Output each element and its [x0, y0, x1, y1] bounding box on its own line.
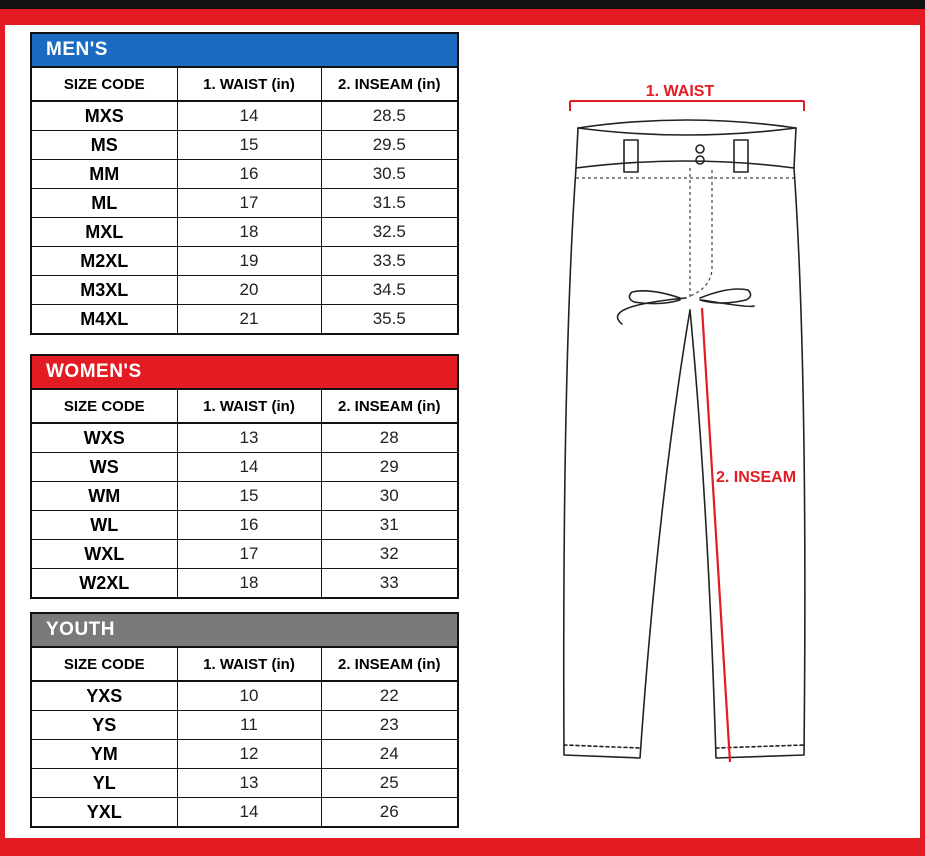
waist-cell: 10: [177, 681, 321, 711]
size-code-cell: MXS: [32, 101, 177, 131]
table-row: [32, 276, 457, 305]
waist-cell: 17: [177, 189, 321, 218]
size-code-cell: WL: [32, 511, 177, 540]
waist-cell: 14: [177, 101, 321, 131]
inseam-cell: 25: [321, 769, 457, 798]
size-code-cell: YS: [32, 711, 177, 740]
table-row: [32, 101, 457, 131]
size-code-cell: M4XL: [32, 305, 177, 334]
table-row: [32, 305, 457, 334]
waist-cell: 16: [177, 160, 321, 189]
waist-cell: 20: [177, 276, 321, 305]
youth-table-title: YOUTH: [32, 614, 457, 648]
column-header: SIZE CODE: [32, 648, 177, 681]
womens-size-table: [30, 354, 459, 599]
table-row: [32, 453, 457, 482]
size-code-cell: YM: [32, 740, 177, 769]
waist-label: 1. WAIST: [645, 83, 715, 100]
waist-cell: 13: [177, 423, 321, 453]
table-row: [32, 423, 457, 453]
table-row: [32, 569, 457, 598]
top-red-bar: [0, 9, 925, 25]
size-code-cell: YXL: [32, 798, 177, 827]
size-code-cell: M3XL: [32, 276, 177, 305]
inseam-cell: 31.5: [321, 189, 457, 218]
inseam-cell: 30.5: [321, 160, 457, 189]
size-code-cell: YL: [32, 769, 177, 798]
column-header: 2. INSEAM (in): [321, 390, 457, 423]
size-code-cell: WXS: [32, 423, 177, 453]
table-row: [32, 711, 457, 740]
inseam-cell: 30: [321, 482, 457, 511]
size-code-cell: MM: [32, 160, 177, 189]
inseam-cell: 26: [321, 798, 457, 827]
waist-cell: 18: [177, 569, 321, 598]
mens-table-title: MEN'S: [32, 34, 457, 68]
waist-cell: 15: [177, 131, 321, 160]
bottom-red-bar: [0, 838, 925, 856]
table-row: [32, 798, 457, 827]
pants-outline-icon: [564, 120, 805, 758]
table-row: [32, 540, 457, 569]
size-code-cell: WM: [32, 482, 177, 511]
womens-table-body: [32, 390, 457, 597]
inseam-cell: 23: [321, 711, 457, 740]
inseam-label: 2. INSEAM: [716, 469, 797, 486]
table-row: [32, 131, 457, 160]
pants-diagram: [540, 70, 840, 780]
waist-cell: 16: [177, 511, 321, 540]
table-row: [32, 160, 457, 189]
table-row: [32, 681, 457, 711]
inseam-cell: 34.5: [321, 276, 457, 305]
inseam-cell: 29: [321, 453, 457, 482]
column-header: 1. WAIST (in): [177, 68, 321, 101]
table-row: [32, 482, 457, 511]
inseam-cell: 29.5: [321, 131, 457, 160]
left-red-border: [0, 25, 5, 838]
waist-cell: 14: [177, 453, 321, 482]
inseam-cell: 31: [321, 511, 457, 540]
top-black-bar: [0, 0, 925, 9]
column-header: SIZE CODE: [32, 390, 177, 423]
inseam-cell: 32: [321, 540, 457, 569]
table-row: [32, 189, 457, 218]
waist-cell: 18: [177, 218, 321, 247]
column-header: SIZE CODE: [32, 68, 177, 101]
inseam-cell: 35.5: [321, 305, 457, 334]
inseam-cell: 33.5: [321, 247, 457, 276]
mens-size-table: [30, 32, 459, 335]
table-row: [32, 218, 457, 247]
waist-measure-line: [570, 101, 804, 111]
size-code-cell: WS: [32, 453, 177, 482]
column-header: 1. WAIST (in): [177, 390, 321, 423]
waist-cell: 15: [177, 482, 321, 511]
column-header: 1. WAIST (in): [177, 648, 321, 681]
column-header: 2. INSEAM (in): [321, 648, 457, 681]
table-row: [32, 511, 457, 540]
womens-table-title: WOMEN'S: [32, 356, 457, 390]
size-code-cell: M2XL: [32, 247, 177, 276]
size-code-cell: MXL: [32, 218, 177, 247]
inseam-cell: 28.5: [321, 101, 457, 131]
size-code-cell: W2XL: [32, 569, 177, 598]
waist-cell: 12: [177, 740, 321, 769]
waist-cell: 17: [177, 540, 321, 569]
inseam-cell: 28: [321, 423, 457, 453]
fly-stitching: [576, 168, 794, 300]
table-row: [32, 769, 457, 798]
youth-table-body: [32, 648, 457, 826]
inseam-cell: 33: [321, 569, 457, 598]
right-red-border: [920, 25, 925, 838]
table-row: [32, 740, 457, 769]
waist-cell: 11: [177, 711, 321, 740]
size-code-cell: WXL: [32, 540, 177, 569]
youth-size-table: [30, 612, 459, 828]
waist-cell: 19: [177, 247, 321, 276]
mens-table-body: [32, 68, 457, 333]
inseam-cell: 32.5: [321, 218, 457, 247]
size-code-cell: MS: [32, 131, 177, 160]
column-header: 2. INSEAM (in): [321, 68, 457, 101]
inseam-cell: 24: [321, 740, 457, 769]
table-row: [32, 247, 457, 276]
size-code-cell: ML: [32, 189, 177, 218]
waist-cell: 13: [177, 769, 321, 798]
waist-cell: 14: [177, 798, 321, 827]
waist-cell: 21: [177, 305, 321, 334]
inseam-cell: 22: [321, 681, 457, 711]
size-code-cell: YXS: [32, 681, 177, 711]
